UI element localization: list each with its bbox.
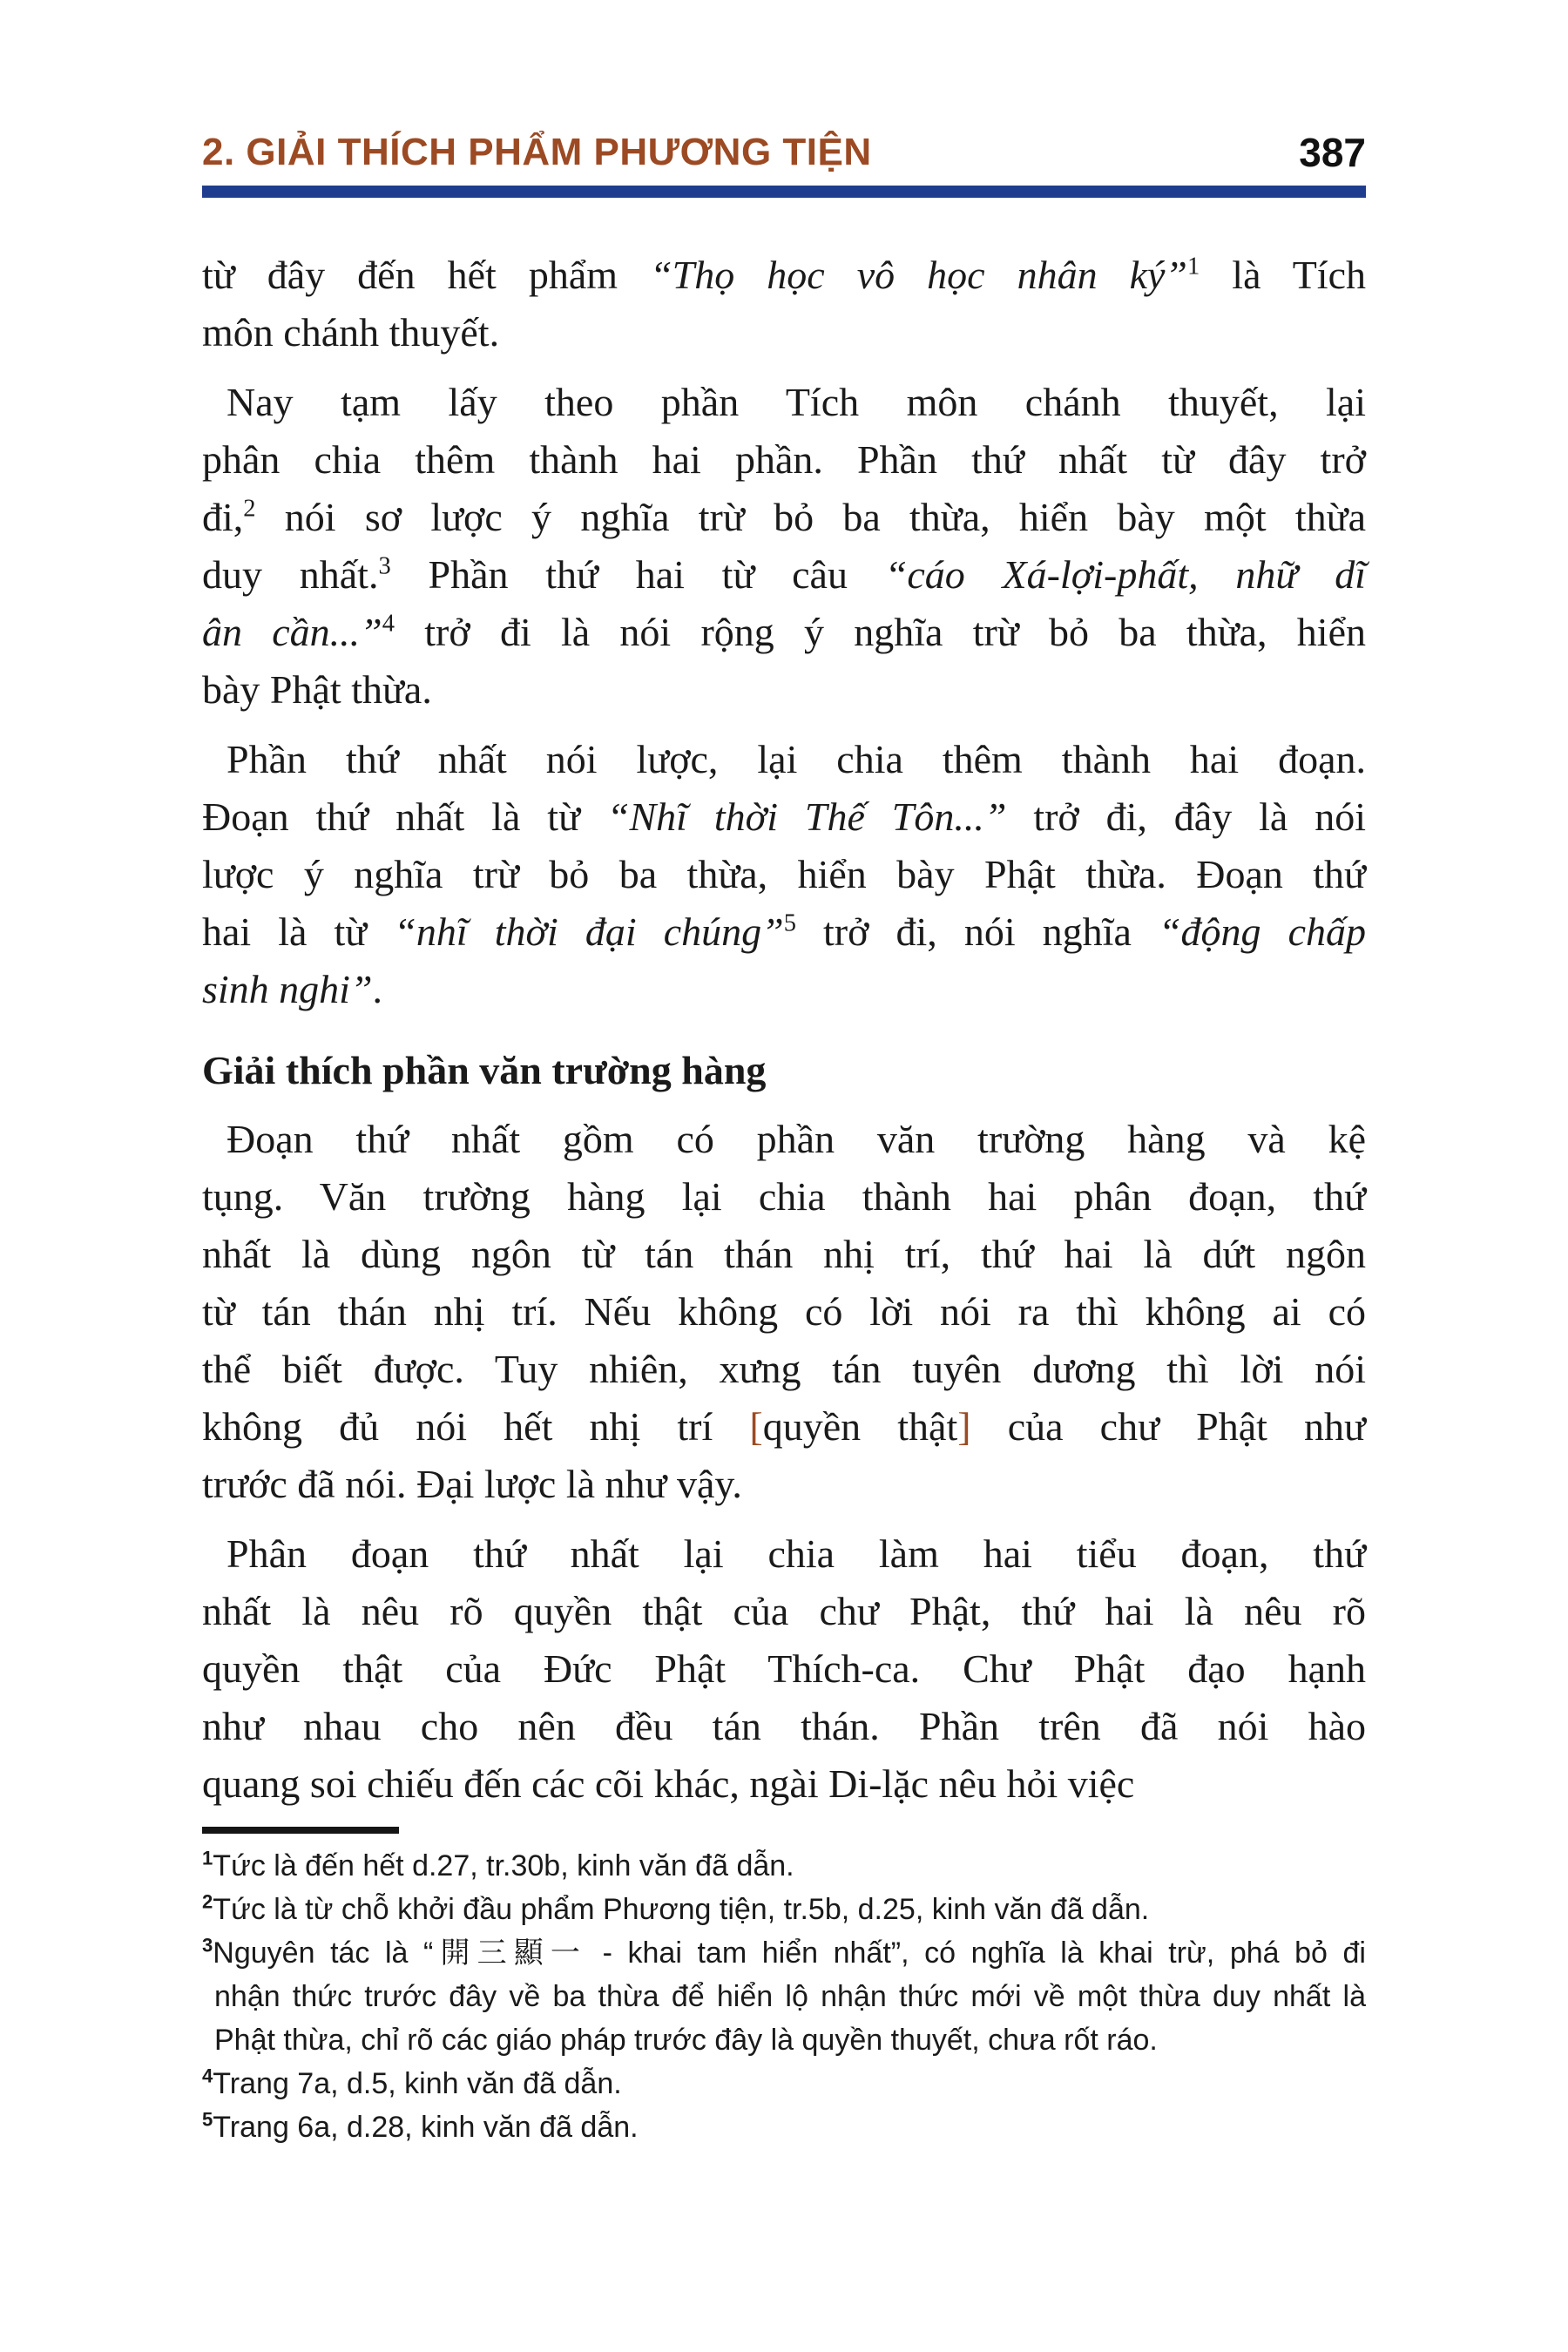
body-line	[202, 1283, 1366, 1341]
text-segment: “nhĩ thời đại chúng”	[394, 909, 784, 954]
text-segment: từ tán thán nhị trí. Nếu không có lời nói ra thì không ai có	[202, 1288, 1366, 1334]
body-line	[202, 1111, 1366, 1168]
footnote	[202, 1844, 1366, 1888]
text-segment: ân cần...”	[202, 609, 382, 654]
text-segment: tụng. Văn trường hàng lại chia thành hai phân đoạn, thứ	[202, 1173, 1366, 1219]
body-line	[202, 961, 1366, 1018]
accent-bracket: ]	[957, 1403, 971, 1449]
text-segment: quyền thật của Đức Phật Thích-ca. Chư Phật đạo hạnh	[202, 1646, 1366, 1691]
footnote	[202, 1931, 1366, 2062]
text-segment: nhất là dùng ngôn từ tán thán nhị trí, thứ hai là dứt ngôn	[202, 1231, 1366, 1276]
text-segment: môn chánh thuyết.	[202, 309, 500, 355]
accent-bracket: [	[749, 1403, 763, 1449]
footnote-line: $^3$Nguyên tác là “開三顯一 - khai tam hiển nhất”, có nghĩa là khai trừ, phá bỏ đi	[202, 1934, 1366, 1970]
text-segment: là Tích	[1200, 252, 1366, 297]
paragraph	[202, 731, 1366, 1018]
body-line	[202, 903, 1366, 961]
footnote	[202, 1888, 1366, 1931]
text-segment: đi,	[202, 494, 244, 539]
body-line	[202, 1226, 1366, 1283]
footnote-marker: 4	[202, 2065, 213, 2087]
footnote-marker: 3	[202, 1934, 213, 1957]
text-segment: Đoạn thứ nhất là từ	[202, 794, 607, 839]
text-segment: “Nhĩ thời Thế Tôn...”	[606, 794, 1007, 839]
text-segment: bày Phật thừa.	[202, 666, 432, 712]
paragraph	[202, 247, 1366, 362]
text-segment: sinh nghi”	[202, 966, 373, 1011]
body-line	[202, 1640, 1366, 1698]
text-segment: trở đi, đây là nói	[1006, 794, 1366, 839]
text-segment: .	[372, 966, 383, 1011]
running-header	[202, 131, 1366, 175]
header-rule	[202, 186, 1366, 198]
text-segment: trở đi, nói nghĩa	[795, 909, 1159, 954]
footnote-marker: 5	[202, 2108, 213, 2131]
body-line	[202, 731, 1366, 788]
footnote-line: Phật thừa, chỉ rõ các giáo pháp trước đây là quyền thuyết, chưa rốt ráo.	[214, 2023, 1158, 2057]
footnote-line: $^2$Tức là từ chỗ khởi đầu phẩm Phương tiện, tr.5b, d.25, kinh văn đã dẫn.	[202, 1890, 1150, 1926]
body-line	[202, 661, 1366, 719]
body-line	[202, 304, 1366, 362]
body-line	[202, 1583, 1366, 1640]
text-segment: trở đi là nói rộng ý nghĩa trừ bỏ ba thừa, hiển	[395, 609, 1366, 654]
footnote-ref: 4	[382, 610, 395, 638]
body-line	[202, 788, 1366, 846]
text-segment: từ đây đến hết phẩm	[202, 252, 651, 297]
body-line	[202, 1398, 1366, 1456]
page-number: 387	[1299, 130, 1366, 175]
text-segment: trước đã nói. Đại lược là như vậy.	[202, 1461, 742, 1506]
chapter-title: 2. GIẢI THÍCH PHẨM PHƯƠNG TIỆN	[202, 131, 872, 173]
body-line	[202, 1168, 1366, 1226]
footnote	[202, 2062, 1366, 2105]
text-segment: của chư Phật như	[970, 1403, 1366, 1449]
text-segment: như nhau cho nên đều tán thán. Phần trên đã nói hào	[202, 1703, 1366, 1748]
footnote-ref: 5	[783, 909, 796, 937]
body-line	[202, 489, 1366, 546]
body-line	[202, 1698, 1366, 1755]
text-segment: “cáo Xá-lợi-phất, nhữ dĩ	[884, 551, 1366, 597]
text-segment: Phần thứ nhất nói lược, lại chia thêm thành hai đoạn.	[226, 736, 1366, 781]
text-segment: phân chia thêm thành hai phần. Phần thứ nhất từ đây trở	[202, 436, 1366, 482]
body-line	[202, 247, 1366, 304]
body-line	[202, 374, 1366, 431]
text-segment: “động chấp	[1158, 909, 1366, 954]
footnote-ref: 3	[378, 552, 391, 580]
text-segment: Phần thứ hai từ câu	[390, 551, 885, 597]
section-heading: Giải thích phần văn trường hàng	[202, 1047, 767, 1092]
footnote	[202, 2105, 1366, 2149]
footnote-line: nhận thức trước đây về ba thừa để hiển lộ nhận thức mới về một thừa duy nhất là	[214, 1979, 1366, 2013]
body-line	[202, 546, 1366, 604]
footnote-marker: 1	[202, 1847, 213, 1869]
footnote-line: $^4$Trang 7a, d.5, kinh văn đã dẫn.	[202, 2065, 622, 2100]
body-line	[202, 1525, 1366, 1583]
footnote-line: $^1$Tức là đến hết d.27, tr.30b, kinh văn đã dẫn.	[202, 1847, 794, 1882]
text-segment: không đủ nói hết nhị trí	[202, 1403, 750, 1449]
text-segment: Đoạn thứ nhất gồm có phần văn trường hàng và kệ	[226, 1116, 1366, 1161]
footnotes	[202, 1844, 1366, 2149]
paragraph	[202, 1111, 1366, 1513]
footnote-ref: 2	[243, 495, 256, 523]
body-line	[202, 1341, 1366, 1398]
body-line	[202, 846, 1366, 903]
body-line	[202, 431, 1366, 489]
text-segment: duy nhất.	[202, 551, 379, 597]
text-segment: lược ý nghĩa trừ bỏ ba thừa, hiển bày Phật thừa. Đoạn thứ	[202, 851, 1366, 896]
body-line	[202, 604, 1366, 661]
footnote-marker: 2	[202, 1890, 213, 1913]
text-segment: “Thọ học vô học nhân ký”	[650, 252, 1188, 297]
text-segment: thể biết được. Tuy nhiên, xưng tán tuyên dương thì lời nói	[202, 1346, 1366, 1391]
text-segment: nói sơ lược ý nghĩa trừ bỏ ba thừa, hiển bày một thừa	[255, 494, 1366, 539]
footnote-line: $^5$Trang 6a, d.28, kinh văn đã dẫn.	[202, 2108, 639, 2144]
text-segment: quang soi chiếu đến các cõi khác, ngài Di-lặc nêu hỏi việc	[202, 1761, 1135, 1806]
text-segment: nhất là nêu rõ quyền thật của chư Phật, thứ hai là nêu rõ	[202, 1588, 1366, 1633]
body-line	[202, 1456, 1366, 1513]
text-segment: quyền thật	[762, 1403, 958, 1449]
footnote-rule	[202, 1827, 399, 1834]
paragraph	[202, 374, 1366, 719]
paragraph	[202, 1525, 1366, 1813]
text-segment: Nay tạm lấy theo phần Tích môn chánh thuyết, lại	[226, 379, 1366, 424]
body-text	[202, 247, 1366, 1813]
footnote-ref: 1	[1187, 253, 1200, 280]
text-segment: Phân đoạn thứ nhất lại chia làm hai tiểu đoạn, thứ	[226, 1531, 1366, 1576]
text-segment: hai là từ	[202, 909, 395, 954]
body-line	[202, 1755, 1366, 1813]
